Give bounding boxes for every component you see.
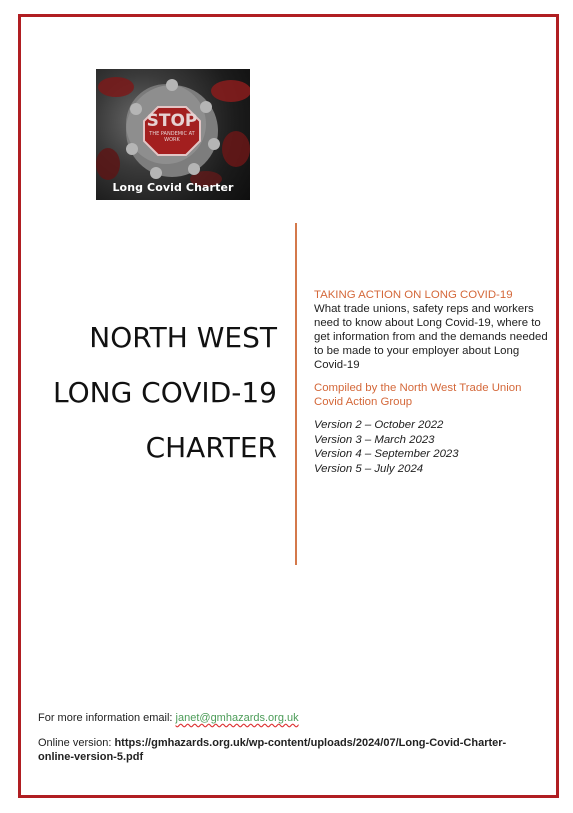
stop-sign-text: STOP <box>146 111 198 131</box>
version-item: Version 2 – October 2022 <box>314 419 444 431</box>
online-version-line <box>38 736 528 764</box>
info-heading: TAKING ACTION ON LONG COVID-19 <box>314 289 513 301</box>
title-line-1: NORTH WEST <box>89 321 277 354</box>
contact-prefix: For more information email: <box>38 712 176 724</box>
contact-line <box>38 711 528 726</box>
info-panel <box>314 288 550 476</box>
version-item: Version 5 – July 2024 <box>314 462 424 475</box>
footer <box>38 711 528 764</box>
version-item: Version 4 – September 2023 <box>314 448 459 460</box>
email-link[interactable]: janet@gmhazards.org.uk <box>175 712 299 724</box>
title-line-3: CHARTER <box>145 431 277 464</box>
version-item: Version 3 – March 2023 <box>314 433 435 446</box>
info-description: What trade unions, safety reps and workers need to know about Long Covid-19, where to get information from and the demands needed to be made to your employer about Long Covid-19 <box>314 303 548 371</box>
online-version-link[interactable]: https://gmhazards.org.uk/wp-content/uploads/2024/07/Long-Covid-Charter-online-version-5.pdf <box>38 737 507 763</box>
document-title <box>53 310 277 475</box>
compiled-by-text: Compiled by the North West Trade Union Covid Action Group <box>314 382 522 408</box>
cover-image <box>96 69 250 200</box>
version-list <box>314 418 550 476</box>
cover-caption: Long Covid Charter <box>112 181 234 194</box>
vertical-divider <box>295 223 297 565</box>
online-prefix: Online version: <box>38 737 115 749</box>
title-line-2: LONG COVID-19 <box>53 376 277 409</box>
stop-sign-subtext: THE PANDEMIC AT WORK <box>149 131 195 143</box>
